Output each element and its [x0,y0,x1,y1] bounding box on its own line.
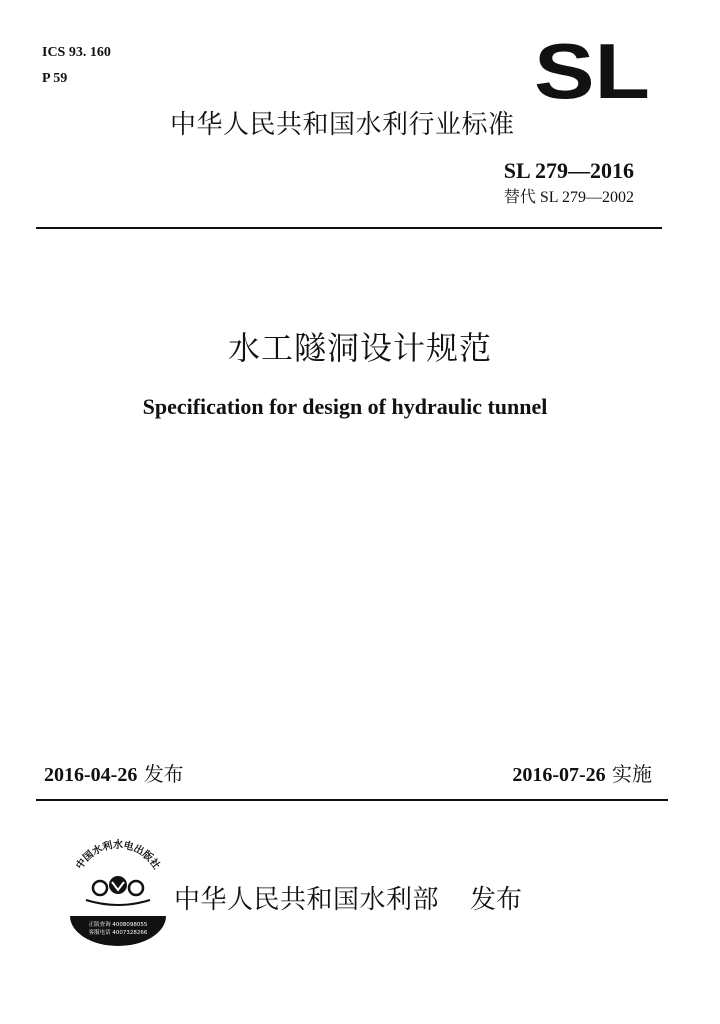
bottom-divider [36,799,668,801]
seal-arc-text: 中国水利水电出版社 [74,840,162,872]
publisher-emblem-icon [64,838,172,950]
top-divider [36,227,662,229]
standard-number: SL 279—2016 [503,158,634,183]
title-english: Specification for design of hydraulic tunnel [142,394,548,419]
title-chinese: 水工隧洞设计规范 [227,329,492,367]
replaces-note: 替代 SL 279—2002 [503,189,634,206]
ics-code: ICS 93. 160 [42,45,111,60]
issue-date: 2016-04-26 [44,764,138,786]
implementation-word: 实施 [612,762,652,786]
logo-text: SL [534,38,650,106]
ccs-code: P 59 [42,71,68,86]
sl-logo-icon [532,38,652,106]
issue-date-block [44,760,184,789]
implementation-date: 2016-07-26 [512,764,606,786]
publisher-name: 中华人民共和国水利部 [174,885,440,915]
issue-word: 发布 [143,762,184,786]
standard-category: 中华人民共和国水利行业标准 [170,110,515,140]
publish-word: 发布 [470,885,523,915]
seal-line-2: 客服电话 4007328266 [88,930,148,936]
implementation-date-block [512,760,652,789]
seal-line-1: 正版查询 4008098055 [88,922,148,928]
